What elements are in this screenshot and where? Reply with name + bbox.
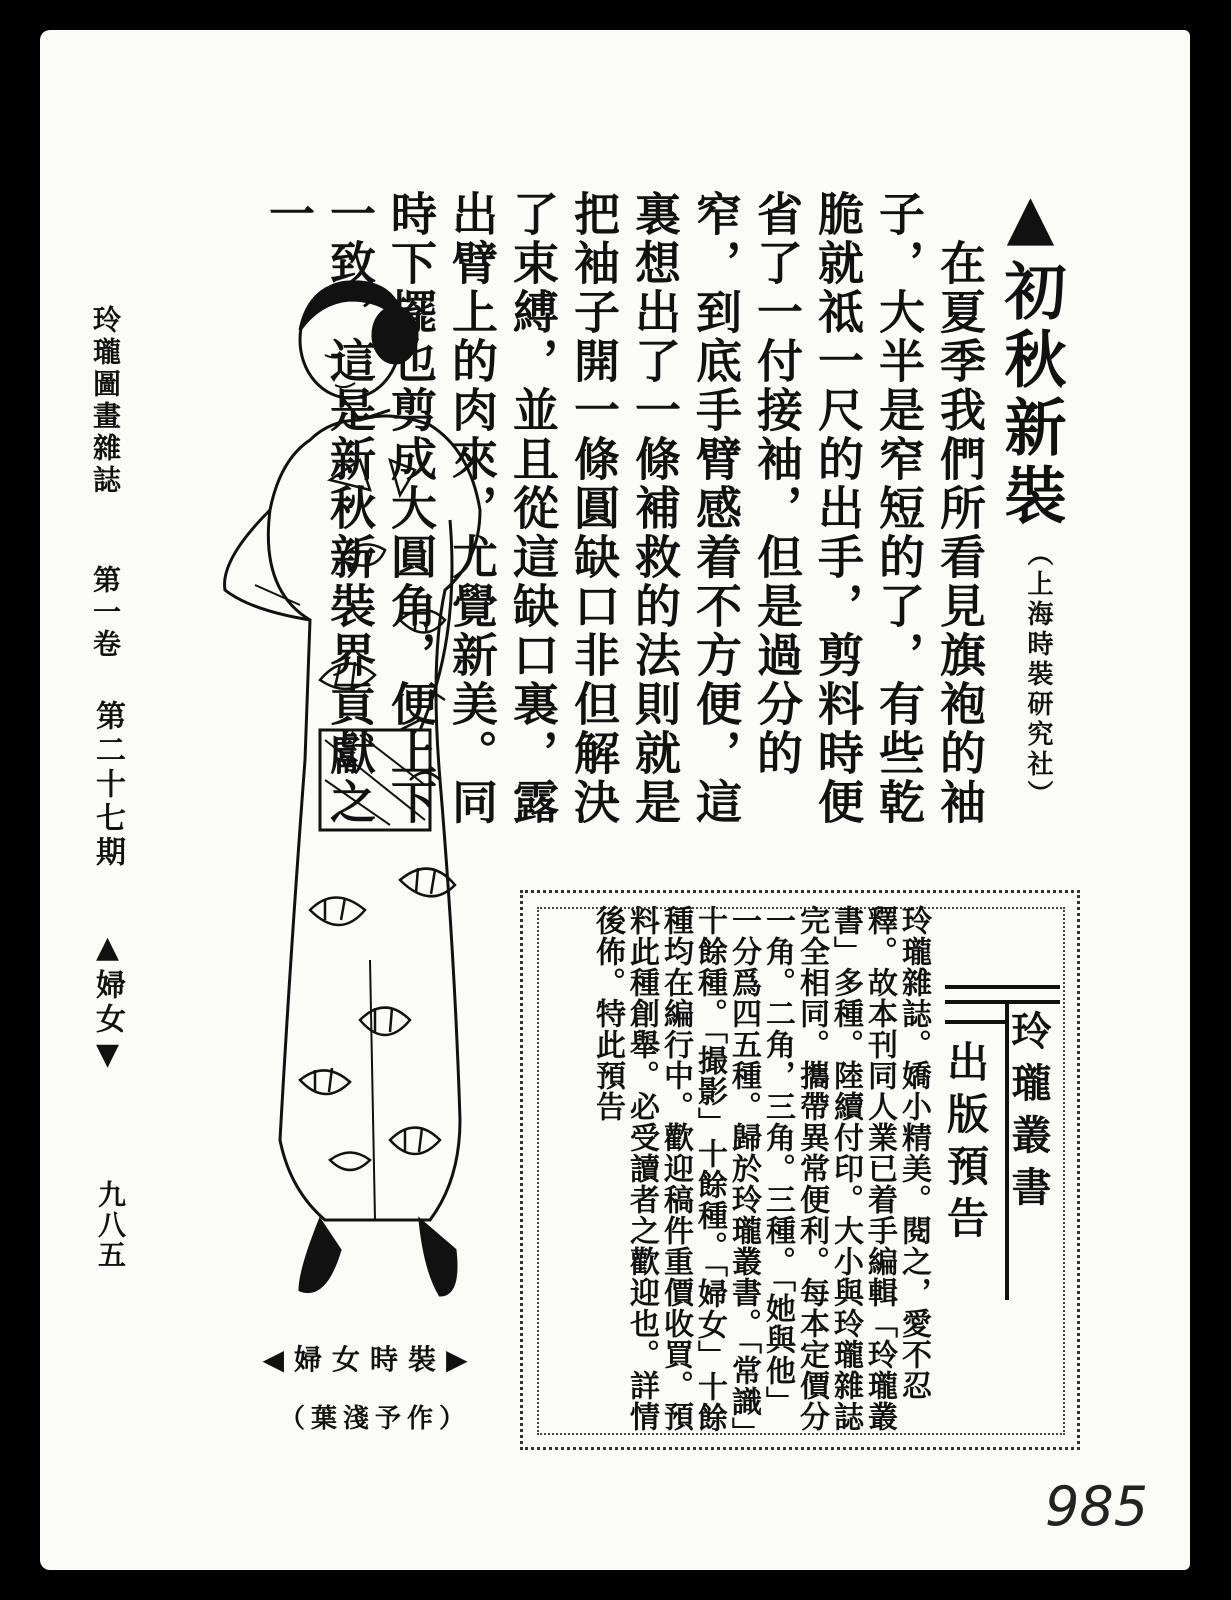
notice-rule: [945, 1020, 1005, 1024]
page-number: 九八五: [94, 1180, 127, 1270]
notice-series-title: 玲瓏叢書: [1005, 1010, 1052, 1218]
notice-rule: [945, 985, 1060, 989]
article-body: 在夏季我們所看見旗袍的袖子，大半是窄短的了，有些乾脆就祗一尺的出手，剪料時便省了一付接袖，但是過分的窄，到底手臂感着不方便，這裏想出了一條補救的法則就是把袖子開一條圓缺口非但解決了束縛，並且從這缺口裏，露出臂上的肉來，尤覺新美。同時下擺也剪成大圓角，便上下一致，這是新秋新裝界貢獻之一: [262, 190, 987, 827]
handwritten-page-number: 985: [1045, 1475, 1149, 1538]
illustration-credit: （葉淺予作）: [278, 1404, 471, 1434]
issue-number: 第二十七期: [90, 700, 125, 870]
article-title: ▲初秋新裝: [994, 180, 1067, 531]
article-source: （上海時裝研究社）: [1023, 540, 1053, 810]
section-label: ▲婦女▼: [90, 930, 125, 1076]
volume-number: 第一卷: [89, 565, 122, 661]
publication-name: 玲瓏圖畫雜誌: [89, 305, 122, 497]
illustration-caption: ◀婦女時裝▶: [262, 1343, 478, 1376]
notice-heading: 出版預告: [941, 1040, 990, 1248]
notice-rule: [945, 1000, 1060, 1004]
notice-body: 玲瓏雜誌。嬌小精美。閱之，愛不忍釋。故本刊同人業已着手編輯「玲瓏叢書」多種。陸續付印。大小與玲瓏雜誌完全相同。攜帶異常便利。每本定價分一角。二角，三角。三種。「她與他」一分爲四五種。歸於玲瓏叢書。「常識」十餘種。「撮影」十餘種。「婦女」十餘種均在編行中。歡迎稿件重價收買。預料此種創舉。必受讀者之歡迎也。詳情後佈。特此預告: [590, 905, 931, 1433]
